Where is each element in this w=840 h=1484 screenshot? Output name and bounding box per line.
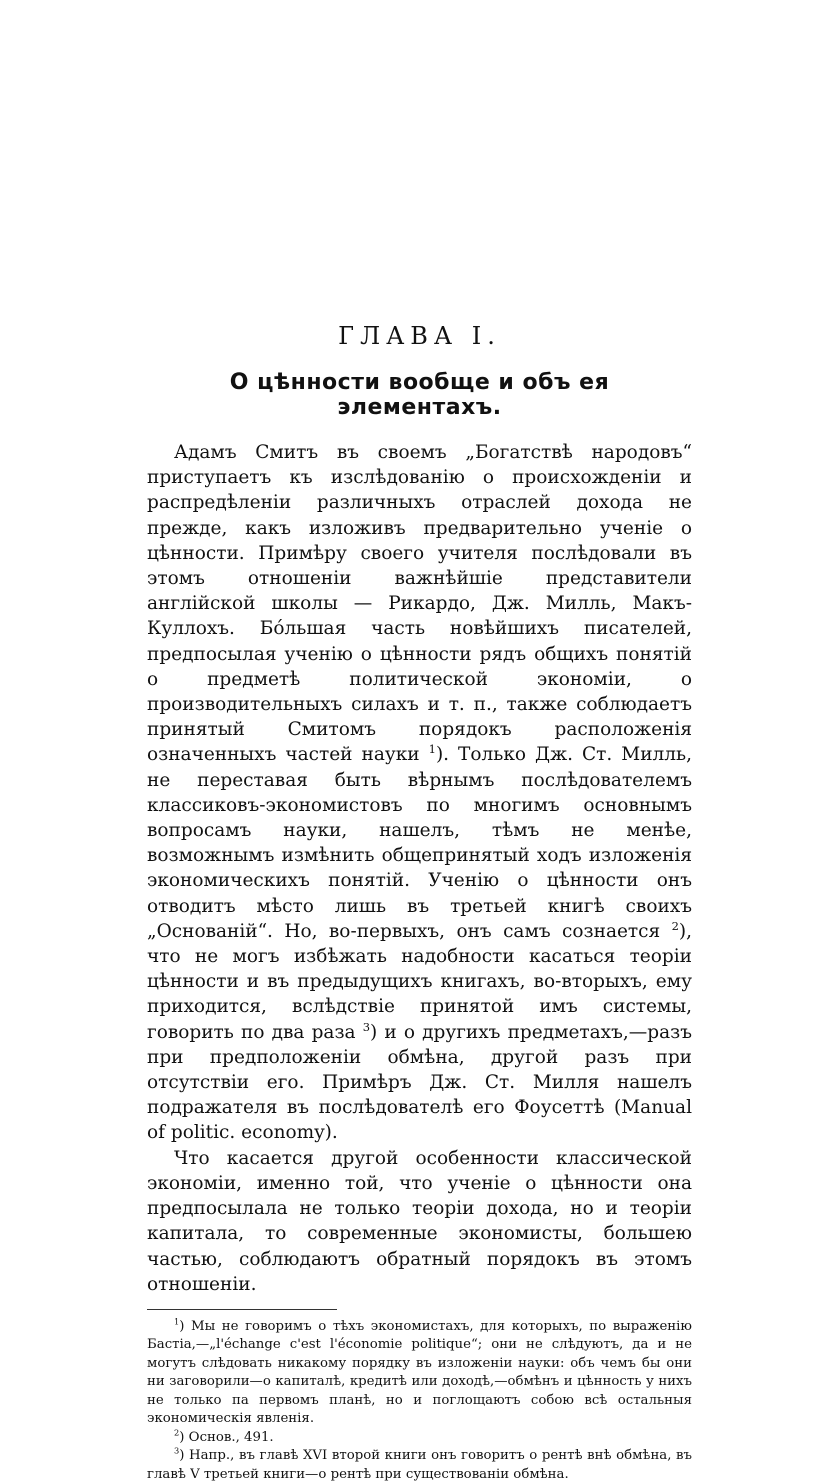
footnote-2 bbox=[147, 1429, 692, 1448]
footnote-divider bbox=[147, 1309, 337, 1310]
footnote-mark-2: 2 bbox=[174, 1427, 180, 1438]
chapter-title: О цѣнности вообще и объ ея элементахъ. bbox=[229, 370, 610, 420]
paragraph-1-text-c: ), что не могъ избѣжать надобности касаться теоріи цѣнности и въ предыдущихъ книгахъ, во-вторыхъ, ему приходится, вслѣдствіе принятой имъ системы, говорить по два раза bbox=[147, 920, 692, 1043]
footnote-mark-3: 3 bbox=[174, 1445, 180, 1456]
paragraph-1 bbox=[147, 440, 692, 1146]
footnote-ref-3: 3 bbox=[362, 1019, 370, 1034]
paragraph-1-text-d: ) и о другихъ предметахъ,—разъ при предположеніи обмѣна, другой разъ при отсутствіи его. Примѣръ Дж. Ст. Милля нашелъ подражателя въ послѣдователѣ его Фоусеттѣ (Manual of politic. economy). bbox=[147, 1021, 692, 1144]
footnote-3-text: ) Напр., въ главѣ XVI второй книги онъ говоритъ о рентѣ внѣ обмѣна, въ главѣ V третьей книги—о рентѣ при существованіи обмѣна. bbox=[147, 1448, 692, 1482]
paragraph-1-text-b: ). Только Дж. Ст. Милль, не переставая быть вѣрнымъ послѣдователемъ классиковъ-экономистовъ по многимъ основнымъ вопросамъ науки, нашелъ, тѣмъ не менѣе, возможнымъ измѣнить общепринятый ходъ изложенія экономическихъ понятій. Ученію о цѣнности онъ отводитъ мѣсто лишь въ третьей книгѣ своихъ „Основаній“. Но, во-первыхъ, онъ самъ сознается bbox=[147, 744, 692, 942]
footnote-3 bbox=[147, 1447, 692, 1484]
page-content bbox=[147, 322, 692, 1484]
paragraph-2: Что касается другой особенности классической экономіи, именно той, что ученіе о цѣнности она предпосылала не только теоріи дохода, но и теоріи капитала, то современные экономисты, большею частью, соблюдаютъ обратный порядокъ въ этомъ отношеніи. bbox=[147, 1147, 692, 1295]
footnote-1-text: ) Мы не говоримъ о тѣхъ экономистахъ, для которыхъ, по выраженію Бастіа,—„l'échange c'est l'économie politique“; они не слѣдуютъ, да и не могутъ слѣдовать никакому порядку въ изложеніи науки: объ чемъ бы они ни заговорили—о капиталѣ, кредитѣ или доходѣ,—обмѣнъ и цѣнность у нихъ не только па первомъ планѣ, но и поглощаютъ собою всѣ остальныя экономическія явленія. bbox=[147, 1318, 692, 1427]
chapter-label: ГЛАВА I. bbox=[338, 322, 501, 350]
footnote-1 bbox=[147, 1318, 692, 1429]
footnote-ref-2: 2 bbox=[671, 918, 679, 933]
footnote-2-text: ) Основ., 491. bbox=[179, 1429, 274, 1445]
footnote-mark-1: 1 bbox=[174, 1316, 180, 1327]
paragraph-1-text-a: Адамъ Смитъ въ своемъ „Богатствѣ народовъ“ приступаетъ къ изслѣдованію о происхожденіи и распредѣленіи различныхъ отраслей дохода не прежде, какъ изложивъ предварительно ученіе о цѣнности. Примѣру своего учителя послѣдовали въ этомъ отношеніи важнѣйшіе представители англійской школы — Рикардо, Дж. Милль, Макъ-Куллохъ. Бо́льшая часть новѣйшихъ писателей, предпосылая ученію о цѣнности рядъ общихъ понятій о предметѣ политической экономіи, о производительныхъ силахъ и т. п., также соблюдаетъ принятый Смитомъ порядокъ расположенія означенныхъ частей науки bbox=[147, 442, 692, 766]
footnote-ref-1: 1 bbox=[428, 742, 436, 757]
